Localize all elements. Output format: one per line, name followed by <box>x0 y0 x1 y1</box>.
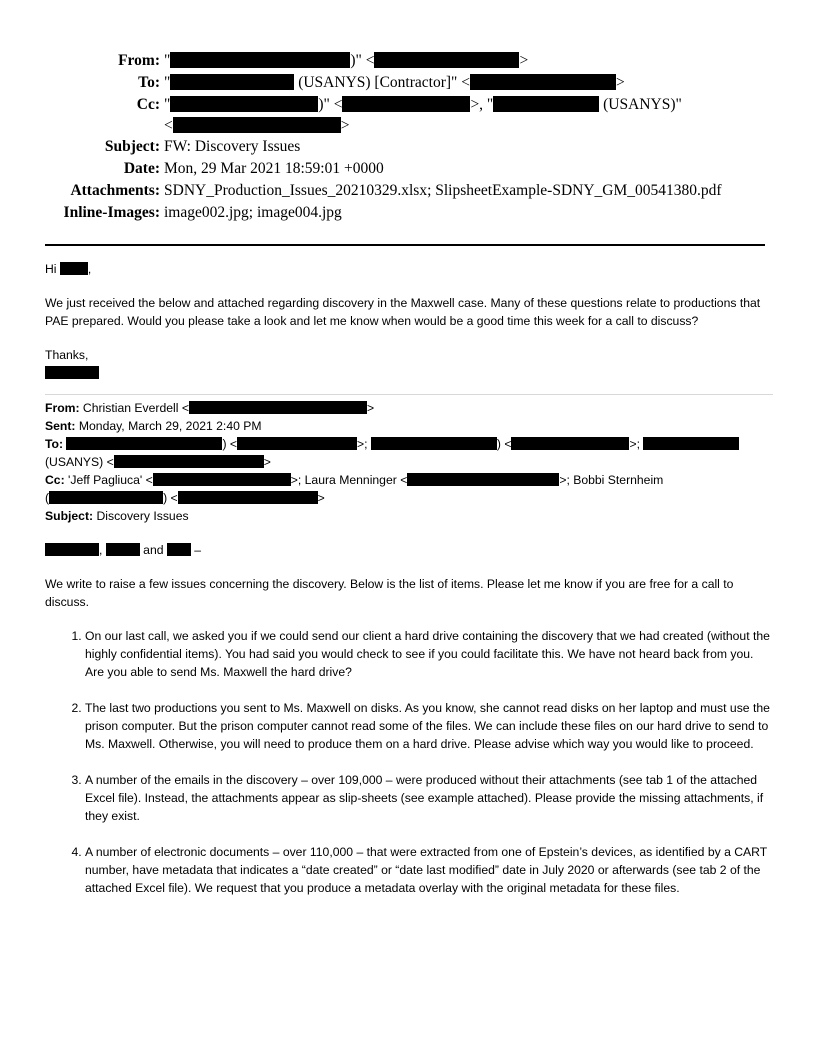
email-body <box>45 260 773 915</box>
and-word: and <box>143 543 164 557</box>
redaction <box>45 543 99 556</box>
fw-subject-label: Subject: <box>45 509 94 523</box>
redaction <box>106 543 140 556</box>
date-label: Date: <box>123 160 160 177</box>
fw-sent-label: Sent: <box>45 419 76 433</box>
fw-to-org: (USANYS) <box>45 455 104 469</box>
redaction <box>407 473 559 486</box>
redaction <box>66 437 222 450</box>
header-inline-images-row <box>0 202 816 224</box>
header-divider <box>45 244 765 246</box>
fw-from-label: From: <box>45 401 80 415</box>
greeting-line: Hi , <box>45 262 92 276</box>
subject-value: FW: Discovery Issues <box>164 138 301 155</box>
fw-to-row: To: ) < >; ) < >; (USANYS) < > <box>45 435 773 471</box>
header-from-row <box>0 50 816 72</box>
redaction <box>173 117 341 133</box>
to-value: " (USANYS) [Contractor]" < > <box>164 74 625 91</box>
redaction <box>178 491 318 504</box>
fw-sent-value: Monday, March 29, 2021 2:40 PM <box>78 419 262 433</box>
redaction <box>170 96 318 112</box>
redaction <box>189 401 367 414</box>
to-label: To: <box>138 74 160 91</box>
inline-images-value: image002.jpg; image004.jpg <box>164 204 342 221</box>
signature-line <box>45 364 773 382</box>
date-value: Mon, 29 Mar 2021 18:59:01 +0000 <box>164 160 384 177</box>
list-item: 1. On our last call, we asked you if we could send our client a hard drive containing the discovery that we had created (without the highly confidential items). You had said you would check to see if you could facilitate this. We have not heard back from you. Are you able to send Ms. Maxwell the hard drive? <box>85 627 773 681</box>
fw-sent-row <box>45 417 773 435</box>
fw-from-row: From: Christian Everdell < > <box>45 401 375 415</box>
header-subject-row <box>0 136 816 158</box>
redaction <box>342 96 470 112</box>
redaction <box>374 52 519 68</box>
signoff: Thanks, <box>45 348 89 362</box>
fw-cc-2: Laura Menninger <box>304 473 397 487</box>
header-date-row <box>0 158 816 180</box>
header-to-row <box>0 72 816 94</box>
redaction <box>170 52 350 68</box>
redaction <box>170 74 294 90</box>
from-value: " )" < > <box>164 52 529 69</box>
redaction <box>511 437 629 450</box>
redaction <box>237 437 357 450</box>
email-header <box>0 50 816 224</box>
fw-salutation: , and – <box>45 541 773 559</box>
redaction <box>60 262 88 275</box>
list-item: 3. A number of the emails in the discovery – over 109,000 – were produced without their attachments (see tab 1 of the attached Excel file). Instead, the attachments appear as slip-sheets (see example attached). Please provide the missing attachments, if they exist. <box>85 771 773 825</box>
fw-to-label: To: <box>45 437 64 451</box>
fw-cc-3: Bobbi Sternheim <box>573 473 664 487</box>
redaction <box>167 543 191 556</box>
list-item: 2. The last two productions you sent to Ms. Maxwell on disks. As you know, she cannot read disks on her laptop and must use the prison computer. But the prison computer cannot read some of the files. We can include these files on our hard drive to send to Ms. Maxwell. Otherwise, you will need to produce them on a hard drive. Please advise which way you would like to proceed. <box>85 699 773 753</box>
fw-subject-row <box>45 507 773 525</box>
forward-divider <box>45 394 773 395</box>
header-cc-row <box>0 94 816 136</box>
cc-label: Cc: <box>136 96 160 113</box>
attachments-value: SDNY_Production_Issues_20210329.xlsx; SlipsheetExample-SDNY_GM_00541380.pdf <box>164 182 722 199</box>
redaction <box>371 437 497 450</box>
to-org: (USANYS) [Contractor]" <box>298 74 458 91</box>
attachments-label: Attachments: <box>70 182 160 199</box>
fw-intro: We write to raise a few issues concerning the discovery. Below is the list of items. Please let me know if you are free for a call to discuss. <box>45 577 734 609</box>
redaction <box>493 96 599 112</box>
inline-images-label: Inline-Images: <box>63 204 160 221</box>
fw-cc-row: Cc: 'Jeff Pagliuca' < >; Laura Menninger < >; Bobbi Sternheim ( ) < > <box>45 473 664 505</box>
from-label: From: <box>118 52 160 69</box>
fw-subject-value: Discovery Issues <box>96 509 189 523</box>
redaction <box>153 473 291 486</box>
redaction <box>45 366 99 379</box>
redaction <box>643 437 739 450</box>
list-item: 4. A number of electronic documents – over 110,000 – that were extracted from one of Epstein’s devices, as identified by a CART number, have metadata that indicates a “date created” or “date last modified” date in July 2020 or afterwards (see tab 2 of the attached Excel file). We request that you produce a metadata overlay with the original metadata for these files. <box>85 843 773 897</box>
redaction <box>470 74 616 90</box>
issues-list <box>45 627 773 897</box>
greeting: Hi <box>45 262 57 276</box>
fw-from-name: Christian Everdell <box>82 401 179 415</box>
subject-label: Subject: <box>104 138 160 155</box>
cc-value: " )" < >, " (USANYS)" < > <box>164 96 682 134</box>
fw-cc-label: Cc: <box>45 473 65 487</box>
forwarded-header <box>45 399 773 525</box>
cc-org: (USANYS)" <box>603 96 682 113</box>
redaction <box>49 491 163 504</box>
fw-cc-1: 'Jeff Pagliuca' <box>68 473 143 487</box>
message-paragraph: We just received the below and attached regarding discovery in the Maxwell case. Many of these questions relate to productions that PAE prepared. Would you please take a look and let me know when would be a good time this week for a call to discuss? <box>45 296 761 328</box>
header-attachments-row <box>0 180 816 202</box>
redaction <box>114 455 264 468</box>
